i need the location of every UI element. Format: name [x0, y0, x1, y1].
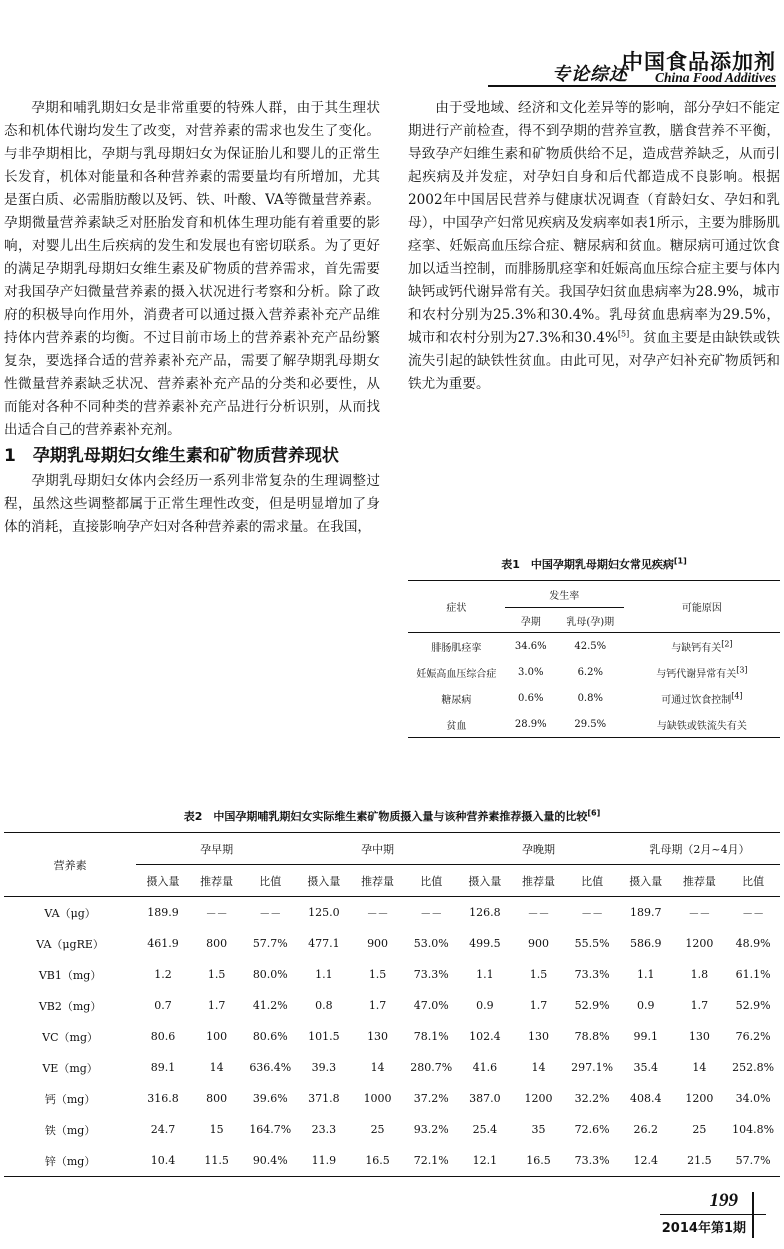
cell-value: 297.1% [571, 1061, 614, 1074]
cell-value: 125.0 [297, 897, 351, 929]
cell-symptom: 糖尿病 [441, 694, 472, 706]
cell-nutrient: VE（mg） [42, 1061, 98, 1075]
issue-label: 2014年第1期 [661, 1221, 746, 1236]
cell-nutrient: VC（mg） [42, 1030, 99, 1044]
table-row [408, 659, 780, 685]
cell-value: 61.1% [735, 968, 771, 981]
table1 [408, 580, 780, 738]
cell-value: 47.0% [413, 999, 449, 1012]
cell-pregnancy: 28.9% [505, 711, 557, 738]
cell-value: 800 [206, 1092, 228, 1105]
cell-lactation: 42.5% [557, 633, 624, 660]
cell-value: 0.9 [476, 999, 494, 1012]
cell-value: －－ [565, 897, 619, 929]
col-header-cause: 可能原因 [624, 581, 780, 633]
section-heading: 1 孕期乳母期妇女维生素和矿物质营养现状 [4, 446, 339, 466]
cell-value: 1.5 [207, 968, 226, 981]
journal-title-en: China Food Additives [654, 70, 776, 85]
cell-value: 35 [531, 1123, 546, 1136]
cell-value: 11.5 [190, 1145, 244, 1177]
table2-caption [4, 808, 780, 824]
cell-value: 25 [370, 1123, 385, 1136]
cell-cause [624, 659, 780, 685]
cell-value: 14 [531, 1061, 546, 1074]
cell-value: 1200 [685, 937, 714, 950]
table2 [4, 832, 780, 1177]
col-header-intake: 摄入量 [458, 865, 512, 897]
col-header-period: 乳母期（2月~4月） [619, 833, 780, 865]
col-header-recommended: 推荐量 [512, 865, 566, 897]
cell-value: 25 [692, 1123, 707, 1136]
cell-value: 1.7 [368, 999, 387, 1012]
table1-caption-text: 表1 中国孕期乳母期妇女常见疾病 [501, 558, 674, 571]
col-header-intake: 摄入量 [619, 865, 673, 897]
cell-value: 78.8% [574, 1030, 610, 1043]
cell-value: 72.1% [404, 1145, 458, 1177]
cell-value: 16.5 [351, 1145, 405, 1177]
cell-value: 93.2% [413, 1123, 449, 1136]
cell-value: 16.5 [512, 1145, 566, 1177]
cell-value: 37.2% [413, 1092, 449, 1105]
cell-value: 586.9 [630, 937, 662, 950]
paragraph-text: 由于受地域、经济和文化差异等的影响，部分孕妇不能定期进行产前检查，得不到孕期的营养宣教，膳食营养不平衡，导致孕产妇维生素和矿物质供给不足，造成营养缺乏，从而引起疾病及并发症，对孕妇自身和后代都造成不良影响。根据2002年中国居民营养与健康状况调查（育龄妇女、孕妇和乳母），中国孕产妇常见疾病及发病率如表1所示，主要为腓肠肌痉挛、妊娠高血压综合症、糖尿病和贫血。糖尿病可通过饮食加以适当控制，而腓肠肌痉挛和妊娠高血压综合症主要与体内缺钙或钙代谢异常有关。我国孕妇贫血患病率为28.9%，城市和农村分别为25.3%和30.4%。乳母贫血患病率为29.5%，城市和农村分别为27.3%和30.4% [408, 100, 780, 346]
cell-value: 387.0 [469, 1092, 501, 1105]
col-header-pregnancy: 孕期 [505, 608, 557, 633]
table-row [408, 711, 780, 738]
cell-symptom: 腓肠肌痉挛 [408, 633, 505, 660]
left-column [4, 97, 380, 539]
col-header-symptom: 症状 [408, 581, 505, 633]
cell-value: －－ [726, 897, 780, 929]
cell-value: 26.2 [633, 1123, 659, 1136]
col-header-period: 孕中期 [297, 833, 458, 865]
cell-value: 1.8 [690, 968, 709, 981]
cause-text: 与钙代谢异常有关 [656, 668, 737, 680]
cause-text: 与缺铁或铁流失有关 [656, 720, 747, 732]
cell-value: 1.1 [315, 968, 333, 981]
footer-rule [660, 1214, 752, 1215]
cell-value: 14 [692, 1061, 707, 1074]
cell-value: 48.9% [735, 937, 771, 950]
cell-value: 636.4% [249, 1061, 292, 1074]
col-header-ratio: 比值 [243, 865, 297, 897]
table1-caption [408, 556, 780, 572]
journal-title-cn: 中国食品添加剂 [622, 50, 776, 74]
table-row [4, 1114, 780, 1145]
cell-value: 1.5 [529, 968, 548, 981]
cell-value: －－ [404, 897, 458, 929]
cell-value: 461.9 [147, 937, 179, 950]
cell-value: 14 [370, 1061, 385, 1074]
table-row [4, 1052, 780, 1083]
cell-value: 371.8 [308, 1092, 340, 1105]
cell-value: 1000 [363, 1092, 392, 1105]
page-number: 199 [709, 1190, 738, 1211]
cell-value: 80.0% [252, 968, 288, 981]
paragraph-tail: 。贫血主要是由缺铁或铁流失引起的缺铁性贫血。由此可见，对孕产妇补充矿物质钙和铁尤为重要。 [408, 330, 780, 392]
citation-ref: [5] [617, 329, 630, 339]
cell-value: 35.4 [633, 1061, 659, 1074]
cell-value: 99.1 [633, 1030, 659, 1043]
cell-value: 280.7% [410, 1061, 453, 1074]
cell-value: 80.6 [150, 1030, 176, 1043]
col-header-intake: 摄入量 [297, 865, 351, 897]
cell-value: 25.4 [472, 1123, 498, 1136]
col-header-recommended: 推荐量 [351, 865, 405, 897]
table-row [4, 1083, 780, 1114]
cell-value: 89.1 [150, 1061, 176, 1074]
page-footer [626, 1190, 766, 1240]
section-category: 专论综述 [552, 64, 628, 85]
cell-cause [624, 685, 780, 711]
cell-value: 1.5 [368, 968, 387, 981]
cell-value: 499.5 [469, 937, 501, 950]
cell-nutrient: VA（μgRE） [36, 937, 104, 951]
col-header-rate: 发生率 [505, 581, 624, 608]
cell-value: 55.5% [574, 937, 610, 950]
cell-value: 900 [527, 937, 549, 950]
cause-ref: [2] [721, 639, 733, 649]
col-header-ratio: 比值 [726, 865, 780, 897]
cell-value: 164.7% [249, 1123, 292, 1136]
cell-cause [624, 633, 780, 660]
cell-value: 41.2% [252, 999, 288, 1012]
cause-ref: [3] [736, 665, 748, 675]
cell-lactation: 6.2% [577, 666, 603, 678]
cell-value: 100 [206, 1030, 228, 1043]
cell-value: 477.1 [308, 937, 340, 950]
cell-value: 1.1 [637, 968, 655, 981]
footer-vertical-rule [752, 1192, 754, 1238]
cell-value: 76.2% [735, 1030, 771, 1043]
cell-value: 1.7 [207, 999, 226, 1012]
cell-value: 102.4 [469, 1030, 501, 1043]
table2-body [4, 897, 780, 1177]
table-row [4, 928, 780, 959]
cell-nutrient: VB1（mg） [38, 968, 102, 982]
cell-value: 52.9% [735, 999, 771, 1012]
section-paragraph: 孕期乳母期妇女体内会经历一系列非常复杂的生理调整过程，虽然这些调整都属于正常生理性改变，但是明显增加了身体的消耗，直接影响孕产妇对各种营养素的需求量。在我国， [4, 473, 380, 535]
cell-value: 78.1% [413, 1030, 449, 1043]
cell-value: 39.3 [311, 1061, 337, 1074]
cell-value: 21.5 [673, 1145, 727, 1177]
cell-value: 14 [209, 1061, 224, 1074]
table-row [4, 1021, 780, 1052]
table-row [4, 1145, 780, 1177]
cell-value: 101.5 [308, 1030, 340, 1043]
cause-text: 与缺钙有关 [671, 642, 722, 654]
cell-value: 189.7 [619, 897, 673, 929]
cell-lactation: 29.5% [557, 711, 624, 738]
cell-value: 130 [527, 1030, 549, 1043]
col-header-lactation: 乳母(孕)期 [557, 608, 624, 633]
cell-value: 1.7 [690, 999, 709, 1012]
cell-value: 39.6% [252, 1092, 288, 1105]
cell-value: 800 [206, 937, 228, 950]
cell-nutrient: VA（μg） [4, 897, 136, 929]
col-header-ratio: 比值 [565, 865, 619, 897]
cell-value: 80.6% [252, 1030, 288, 1043]
cause-text: 可通过饮食控制 [661, 694, 732, 706]
cell-value: 11.9 [297, 1145, 351, 1177]
col-header-intake: 摄入量 [136, 865, 190, 897]
cell-value: 57.7% [726, 1145, 780, 1177]
cell-value: －－ [673, 897, 727, 929]
cell-value: 12.4 [619, 1145, 673, 1177]
cell-pregnancy: 0.6% [518, 692, 544, 704]
cell-value: 90.4% [243, 1145, 297, 1177]
cell-lactation: 0.8% [577, 692, 603, 704]
cell-value: 316.8 [147, 1092, 179, 1105]
cell-value: 10.4 [136, 1145, 190, 1177]
cell-value: 73.3% [565, 1145, 619, 1177]
cell-nutrient: 钙（mg） [44, 1092, 96, 1106]
cell-value: 73.3% [574, 968, 610, 981]
cell-nutrient: 锌（mg） [4, 1145, 136, 1177]
cell-value: 52.9% [574, 999, 610, 1012]
cell-symptom: 贫血 [408, 711, 505, 738]
col-header-recommended: 推荐量 [190, 865, 244, 897]
cell-symptom: 妊娠高血压综合症 [416, 668, 497, 680]
cell-value: 130 [367, 1030, 389, 1043]
header-rule [488, 85, 776, 87]
cell-value: －－ [190, 897, 244, 929]
cell-value: 0.8 [315, 999, 333, 1012]
cell-value: 32.2% [574, 1092, 610, 1105]
cell-value: 53.0% [413, 937, 449, 950]
cell-value: 1.1 [476, 968, 494, 981]
cell-value: 34.0% [735, 1092, 771, 1105]
cell-value: 104.8% [732, 1123, 775, 1136]
cell-value: 15 [209, 1123, 224, 1136]
intro-paragraph: 孕期和哺乳期妇女是非常重要的特殊人群，由于其生理状态和机体代谢均发生了改变，对营养素的需求也发生了变化。与非孕期相比，孕期与乳母期妇女为保证胎儿和婴儿的正常生长发育，机体对能量和各种营养素的需要量均有所增加，尤其是蛋白质、必需脂肪酸以及钙、铁、叶酸、VA等微量营养素。孕期微量营养素缺乏对胚胎发育和机体生理功能有着重要的影响，对婴儿出生后疾病的发生和发展也有密切联系。为了更好的满足孕期乳母期妇女维生素及矿物质的营养需求，首先需要对我国孕产妇微量营养素的摄入状况进行考察和分析。除了政府的积极导向作用外，消费者可以通过摄入营养素补充产品维持体内营养素的均衡。不过目前市场上的营养素补充产品纷繁复杂，要选择合适的营养素补充产品，需要了解孕期乳母期女性微量营养素缺乏状况、营养素补充产品的分类和必要性，从而能对各种不同种类的营养素补充产品进行分析识别，从而找出适合自己的营养素补充剂。 [4, 100, 380, 438]
cell-value: 900 [367, 937, 389, 950]
cell-nutrient: 铁（mg） [44, 1123, 96, 1137]
cell-value: 126.8 [458, 897, 512, 929]
table1-caption-ref: [1] [673, 556, 687, 566]
right-column [408, 97, 780, 396]
cell-value: －－ [243, 897, 297, 929]
cause-ref: [4] [731, 691, 743, 701]
cell-value: 41.6 [472, 1061, 498, 1074]
cell-value: 130 [688, 1030, 710, 1043]
cell-value: 408.4 [630, 1092, 662, 1105]
cell-value: 1200 [524, 1092, 553, 1105]
table-row [408, 685, 780, 711]
col-header-period: 孕早期 [136, 833, 297, 865]
cell-value: 1200 [685, 1092, 714, 1105]
cell-value: 252.8% [732, 1061, 775, 1074]
cell-value: 57.7% [252, 937, 288, 950]
table-row [4, 990, 780, 1021]
cell-value: 0.9 [637, 999, 655, 1012]
table-row [4, 897, 780, 929]
cell-value: 73.3% [413, 968, 449, 981]
cell-value: 24.7 [150, 1123, 176, 1136]
footer-tick [754, 1214, 766, 1215]
table-row [408, 633, 780, 660]
cell-nutrient: VB2（mg） [38, 999, 102, 1013]
table2-caption-text: 表2 中国孕期哺乳期妇女实际维生素矿物质摄入量与该种营养素推荐摄入量的比较 [183, 810, 588, 823]
continued-paragraph [408, 97, 780, 396]
cell-pregnancy: 34.6% [505, 633, 557, 660]
table2-caption-ref: [6] [587, 808, 601, 818]
col-header-ratio: 比值 [404, 865, 458, 897]
cell-value: 12.1 [458, 1145, 512, 1177]
cell-value: 72.6% [574, 1123, 610, 1136]
col-header-nutrient: 营养素 [4, 833, 136, 897]
cell-value: 189.9 [136, 897, 190, 929]
cell-value: －－ [351, 897, 405, 929]
cell-value: 0.7 [154, 999, 172, 1012]
col-header-period: 孕晚期 [458, 833, 619, 865]
cell-value: －－ [512, 897, 566, 929]
cell-pregnancy: 3.0% [518, 666, 544, 678]
journal-header [476, 46, 776, 88]
table-row [4, 959, 780, 990]
cell-value: 23.3 [311, 1123, 337, 1136]
cell-value: 1.7 [529, 999, 548, 1012]
col-header-recommended: 推荐量 [673, 865, 727, 897]
cell-value: 1.2 [154, 968, 172, 981]
cell-cause [624, 711, 780, 738]
